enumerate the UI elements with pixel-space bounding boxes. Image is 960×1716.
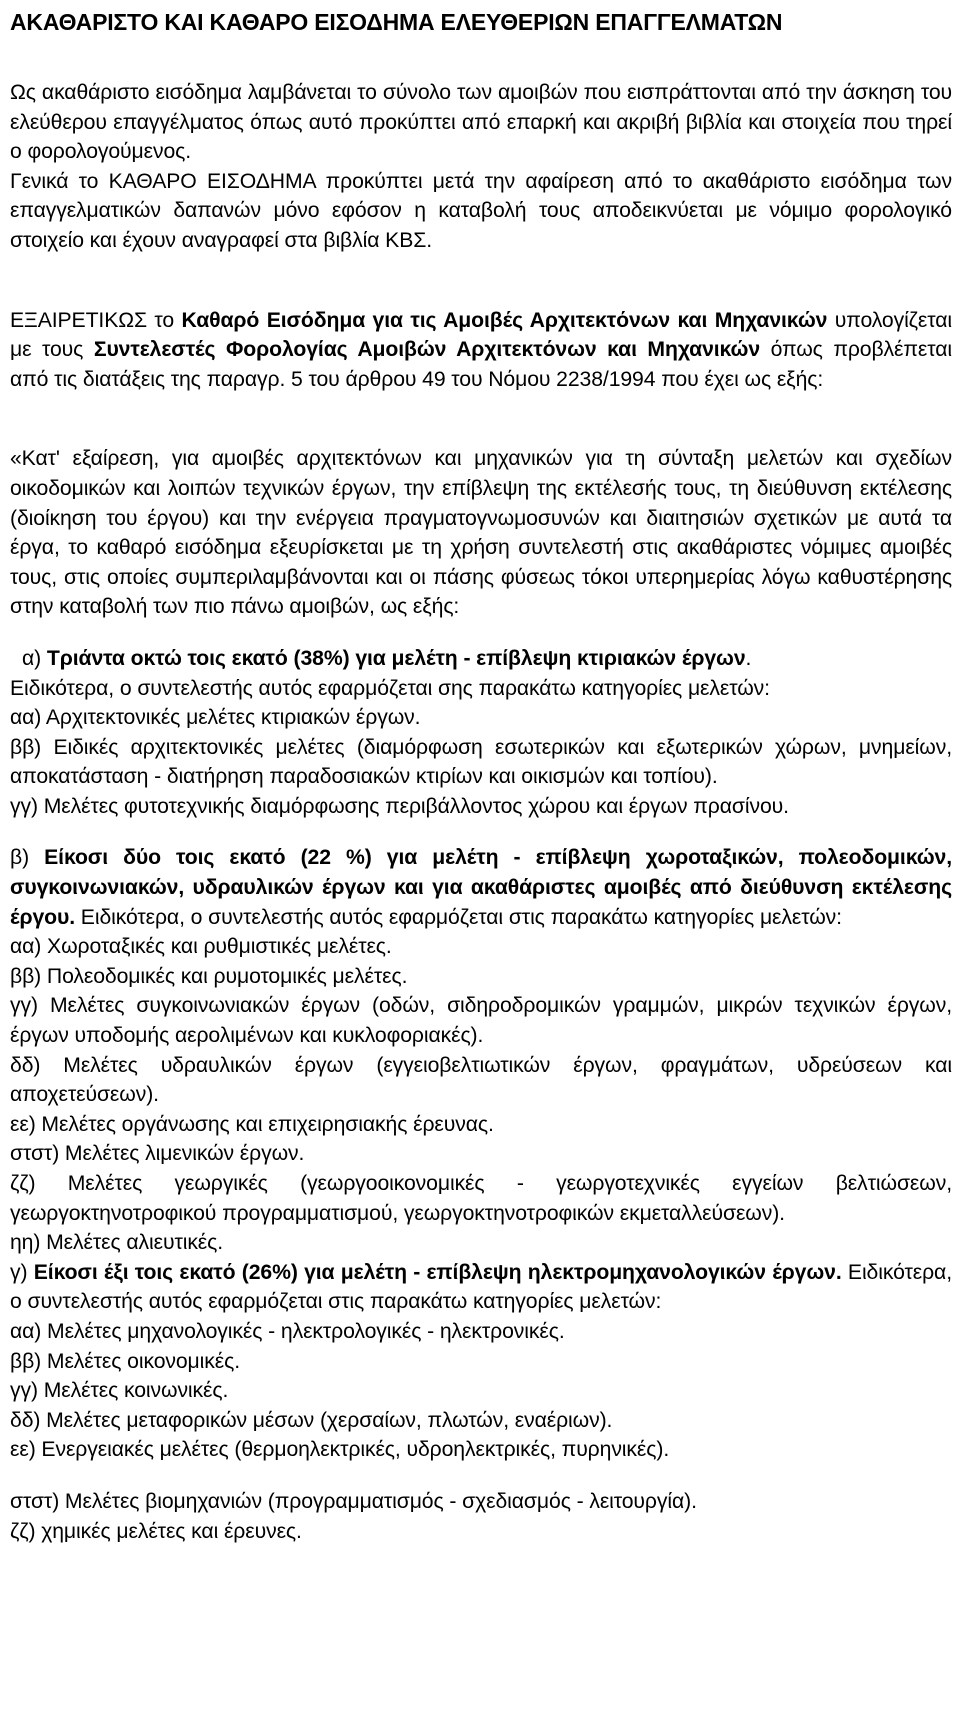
list-item: εε) Μελέτες οργάνωσης και επιχειρησιακής έρευνας.	[10, 1112, 494, 1136]
list-item: δδ) Μελέτες μεταφορικών μέσων (χερσαίων, πλωτών, εναέριων).	[10, 1408, 613, 1432]
spacer	[10, 622, 952, 644]
list-item: ββ) Πολεοδομικές και ρυμοτομικές μελέτες.	[10, 964, 408, 988]
section-a-suffix: .	[745, 646, 752, 670]
list-item: εε) Ενεργειακές μελέτες (θερμοηλεκτρικές, υδροηλεκτρικές, πυρηνικές).	[10, 1438, 670, 1462]
list-item: ηη) Μελέτες αλιευτικές.	[10, 1231, 224, 1255]
spacer	[10, 394, 952, 444]
section-a-heading	[10, 644, 952, 674]
section-a-rate: Τριάντα οκτώ τοις εκατό (38%) για μελέτη - επίβλεψη κτιριακών έργων	[46, 646, 746, 670]
spacer	[10, 256, 952, 306]
exception-paragraph	[10, 306, 952, 395]
spacer	[10, 821, 952, 843]
list-item: αα) Μελέτες μηχανολογικές - ηλεκτρολογικές - ηλεκτρονικές.	[10, 1319, 565, 1343]
section-b-prefix: β)	[10, 846, 45, 870]
list-item: γγ) Μελέτες φυτοτεχνικής διαμόρφωσης περιβάλλοντος χώρου και έργων πρασίνου.	[10, 794, 789, 818]
list-item: ββ) Μελέτες οικονομικές.	[10, 1349, 241, 1373]
section-c-heading	[10, 1258, 952, 1317]
exception-bold-net-income: Καθαρό Εισόδημα για τις Αμοιβές Αρχιτεκτόνων και Μηχανικών	[181, 308, 828, 332]
list-item: δδ) Μελέτες υδραυλικών έργων (εγγειοβελτιωτικών έργων, φραγμάτων, υδρεύσεων και αποχετεύσεων).	[10, 1053, 952, 1107]
section-c-rate: Είκοσι έξι τοις εκατό (26%) για μελέτη - επίβλεψη ηλεκτρομηχανολογικών έργων.	[33, 1260, 842, 1284]
list-item: γγ) Μελέτες συγκοινωνιακών έργων (οδών, σιδηροδρομικών γραμμών, μικρών τεχνικών έργων, έργων υποδομής αερολιμένων και κυκλοφοριακές).	[10, 994, 952, 1048]
exception-text: υπολογίζεται με τους	[10, 308, 952, 362]
list-item: γγ) Μελέτες κοινωνικές.	[10, 1379, 229, 1403]
section-c-prefix: γ)	[10, 1260, 34, 1284]
list-item: ζζ) Μελέτες γεωργικές (γεωργοοικονομικές - γεωργοτεχνικές εγγείων βελτιώσεων, γεωργοκτηνοτροφικού προγραμματισμού, γεωργοκτηνοτροφικών εκμεταλλεύσεων).	[10, 1172, 952, 1225]
section-b-lead: Ειδικότερα, ο συντελεστής αυτός εφαρμόζεται στις παρακάτω κατηγορίες μελετών:	[75, 905, 842, 929]
list-item: στστ) Μελέτες βιομηχανιών (προγραμματισμός - σχεδιασμός - λειτουργία).	[10, 1489, 697, 1513]
spacer	[10, 1465, 952, 1487]
list-item: ββ) Ειδικές αρχιτεκτονικές μελέτες (διαμόρφωση εσωτερικών και εξωτερικών χώρων, μνημείων, αποκατάσταση - διατήρηση παραδοσιακών κτιρίων και οικισμών και τοπίου).	[10, 735, 952, 789]
section-a-prefix: α)	[22, 646, 47, 670]
section-a-lead: Ειδικότερα, ο συντελεστής αυτός εφαρμόζεται σης παρακάτω κατηγορίες μελετών:	[10, 676, 770, 700]
list-item: ζζ) χημικές μελέτες και έρευνες.	[10, 1519, 302, 1543]
section-b-heading	[10, 843, 952, 932]
list-item: αα) Χωροταξικές και ρυθμιστικές μελέτες.	[10, 935, 392, 959]
intro-paragraph-net: Γενικά το ΚΑΘΑΡΟ ΕΙΣΟΔΗΜΑ προκύπτει μετά την αφαίρεση από το ακαθάριστο εισόδημα των επαγγελματικών δαπανών μόνο εφόσον η καταβολή τους αποδεικνύεται με νόμιμο φορολογικό στοιχείο και έχουν αναγραφεί στα βιβλία ΚΒΣ.	[10, 169, 952, 252]
list-item: στστ) Μελέτες λιμενικών έργων.	[10, 1142, 305, 1166]
document-title: ΑΚΑΘΑΡΙΣΤΟ ΚΑΙ ΚΑΘΑΡΟ ΕΙΣΟΔΗΜΑ ΕΛΕΥΘΕΡΙΩΝ ΕΠΑΓΓΕΛΜΑΤΩΝ	[10, 9, 783, 35]
section-b-rate: Είκοσι δύο τοις εκατό (22 %) για μελέτη - επίβλεψη χωροταξικών, πολεοδομικών, συγκοινωνιακών, υδραυλικών έργων και για ακαθάριστες αμοιβές από διεύθυνση εκτέλεσης έργου.	[10, 846, 952, 929]
exception-lead: ΕΞΑΙΡΕΤΙΚΩΣ το	[10, 308, 182, 332]
list-item: αα) Αρχιτεκτονικές μελέτες κτιριακών έργων.	[10, 706, 421, 730]
section-c-lead: Ειδικότερα, ο συντελεστής αυτός εφαρμόζεται στις παρακάτω κατηγορίες μελετών:	[10, 1260, 952, 1314]
intro-paragraph-gross: Ως ακαθάριστο εισόδημα λαμβάνεται το σύνολο των αμοιβών που εισπράττονται από την άσκηση του ελεύθερου επαγγέλματος όπως αυτό προκύπτει από επαρκή και ακριβή βιβλία και στοιχεία που τηρεί ο φορολογούμενος.	[10, 81, 952, 164]
spacer	[10, 36, 952, 78]
exception-bold-rates: Συντελεστές Φορολογίας Αμοιβών Αρχιτεκτόνων και Μηχανικών	[93, 338, 761, 362]
exception-text-tail: όπως προβλέπεται από τις διατάξεις της παραγρ. 5 του άρθρου 49 του Νόμου 2238/1994 που έχει ως εξής:	[10, 338, 952, 391]
law-quote: «Κατ' εξαίρεση, για αμοιβές αρχιτεκτόνων και μηχανικών για τη σύνταξη μελετών και σχεδίων οικοδομικών και λοιπών τεχνικών έργων, την επίβλεψη της εκτέλεσής τους, τη διεύθυνση εκτέλεσης (διοίκηση του έργου) και την ενέργεια πραγματογνωμοσυνών και διαιτησιών σχετικών με αυτά τα έργα, το καθαρό εισόδημα εξευρίσκεται με τη χρήση συντελεστή στις ακαθάριστες νόμιμες αμοιβές τους, στις οποίες συμπεριλαμβάνονται και οι πάσης φύσεως τόκοι υπερημερίας λόγω καθυστέρησης στην καταβολή των πιο πάνω αμοιβών, ως εξής:	[10, 447, 952, 619]
